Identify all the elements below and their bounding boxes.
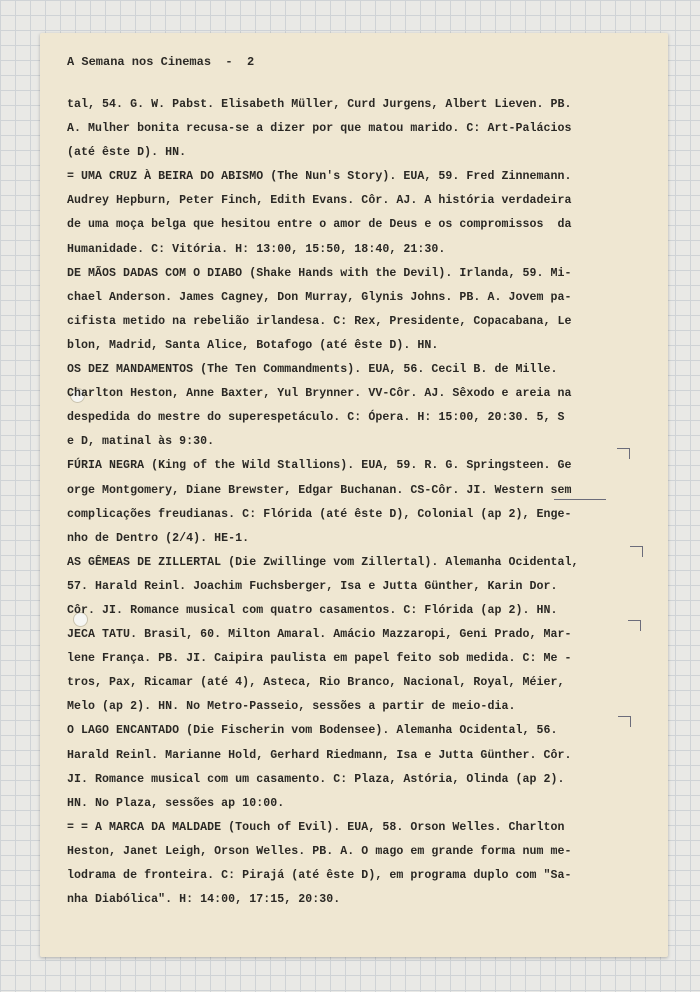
text-line: 57. Harald Reinl. Joachim Fuchsberger, Isa e Jutta Günther, Karin Dor.	[67, 579, 558, 593]
margin-mark	[630, 546, 643, 557]
text-line: nho de Dentro (2/4). HE-1.	[67, 531, 250, 545]
text-line: Charlton Heston, Anne Baxter, Yul Brynner. VV-Côr. AJ. Sêxodo e areia na	[67, 387, 572, 401]
text-line: cifista metido na rebelião irlandesa. C: Rex, Presidente, Copacabana, Le	[67, 314, 572, 328]
text-line: (até êste D). HN.	[67, 146, 187, 160]
text-line: O LAGO ENCANTADO (Die Fischerin vom Bodensee). Alemanha Ocidental, 56.	[67, 724, 558, 738]
text-line: JI. Romance musical com um casamento. C: Plaza, Astória, Olinda (ap 2).	[67, 772, 565, 786]
text-line: nha Diabólica". H: 14:00, 17:15, 20:30.	[67, 893, 341, 907]
margin-mark	[618, 716, 631, 727]
text-line: Humanidade. C: Vitória. H: 13:00, 15:50, 18:40, 21:30.	[67, 242, 446, 256]
text-line: tros, Pax, Ricamar (até 4), Asteca, Rio Branco, Nacional, Royal, Méier,	[67, 676, 565, 690]
text-line: de uma moça belga que hesitou entre o amor de Deus e os compromissos da	[67, 218, 572, 232]
text-line: OS DEZ MANDAMENTOS (The Ten Commandments). EUA, 56. Cecil B. de Mille.	[67, 363, 558, 377]
text-line: complicações freudianas. C: Flórida (até êste D), Colonial (ap 2), Enge-	[67, 507, 572, 521]
text-line: FÚRIA NEGRA (King of the Wild Stallions). EUA, 59. R. G. Springsteen. Ge	[67, 459, 572, 473]
text-line: DE MÃOS DADAS COM O DIABO (Shake Hands with the Devil). Irlanda, 59. Mi-	[67, 266, 572, 280]
text-line: Melo (ap 2). HN. No Metro-Passeio, sessões a partir de meio-dia.	[67, 700, 516, 714]
text-line: HN. No Plaza, sessões ap 10:00.	[67, 796, 285, 810]
underline-mark	[554, 499, 606, 500]
margin-mark	[628, 620, 641, 631]
text-line: chael Anderson. James Cagney, Don Murray, Glynis Johns. PB. A. Jovem pa-	[67, 290, 572, 304]
text-line: lene França. PB. JI. Caipira paulista em papel feito sob medida. C: Me -	[67, 652, 572, 666]
text-line: Audrey Hepburn, Peter Finch, Edith Evans. Côr. AJ. A história verdadeira	[67, 194, 572, 208]
text-line: A. Mulher bonita recusa-se a dizer por que matou marido. C: Art-Palácios	[67, 122, 572, 136]
text-line: Heston, Janet Leigh, Orson Welles. PB. A. O mago em grande forma num me-	[67, 844, 572, 858]
text-line: e D, matinal às 9:30.	[67, 435, 215, 449]
film-listings	[67, 93, 647, 912]
text-line: Côr. JI. Romance musical com quatro casamentos. C: Flórida (ap 2). HN.	[67, 603, 558, 617]
text-line: Harald Reinl. Marianne Hold, Gerhard Riedmann, Isa e Jutta Günther. Côr.	[67, 748, 572, 762]
text-line: AS GÊMEAS DE ZILLERTAL (Die Zwillinge vom Zillertal). Alemanha Ocidental,	[67, 555, 579, 569]
text-line: tal, 54. G. W. Pabst. Elisabeth Müller, Curd Jurgens, Albert Lieven. PB.	[67, 98, 572, 111]
margin-mark	[617, 448, 630, 459]
page-header: A Semana nos Cinemas - 2	[67, 55, 255, 69]
text-line: despedida do mestre do superespetáculo. C: Ópera. H: 15:00, 20:30. 5, S	[67, 411, 565, 425]
text-line: lodrama de fronteira. C: Pirajá (até êste D), em programa duplo com "Sa-	[67, 869, 572, 882]
text-line: = UMA CRUZ À BEIRA DO ABISMO (The Nun's Story). EUA, 59. Fred Zinnemann.	[67, 170, 572, 184]
text-line: orge Montgomery, Diane Brewster, Edgar Buchanan. CS-Côr. JI. Western sem	[67, 483, 572, 497]
text-line: JECA TATU. Brasil, 60. Milton Amaral. Amácio Mazzaropi, Geni Prado, Mar-	[67, 628, 572, 642]
text-line: blon, Madrid, Santa Alice, Botafogo (até êste D). HN.	[67, 338, 439, 352]
text-line: = = A MARCA DA MALDADE (Touch of Evil). EUA, 58. Orson Welles. Charlton	[67, 820, 565, 834]
